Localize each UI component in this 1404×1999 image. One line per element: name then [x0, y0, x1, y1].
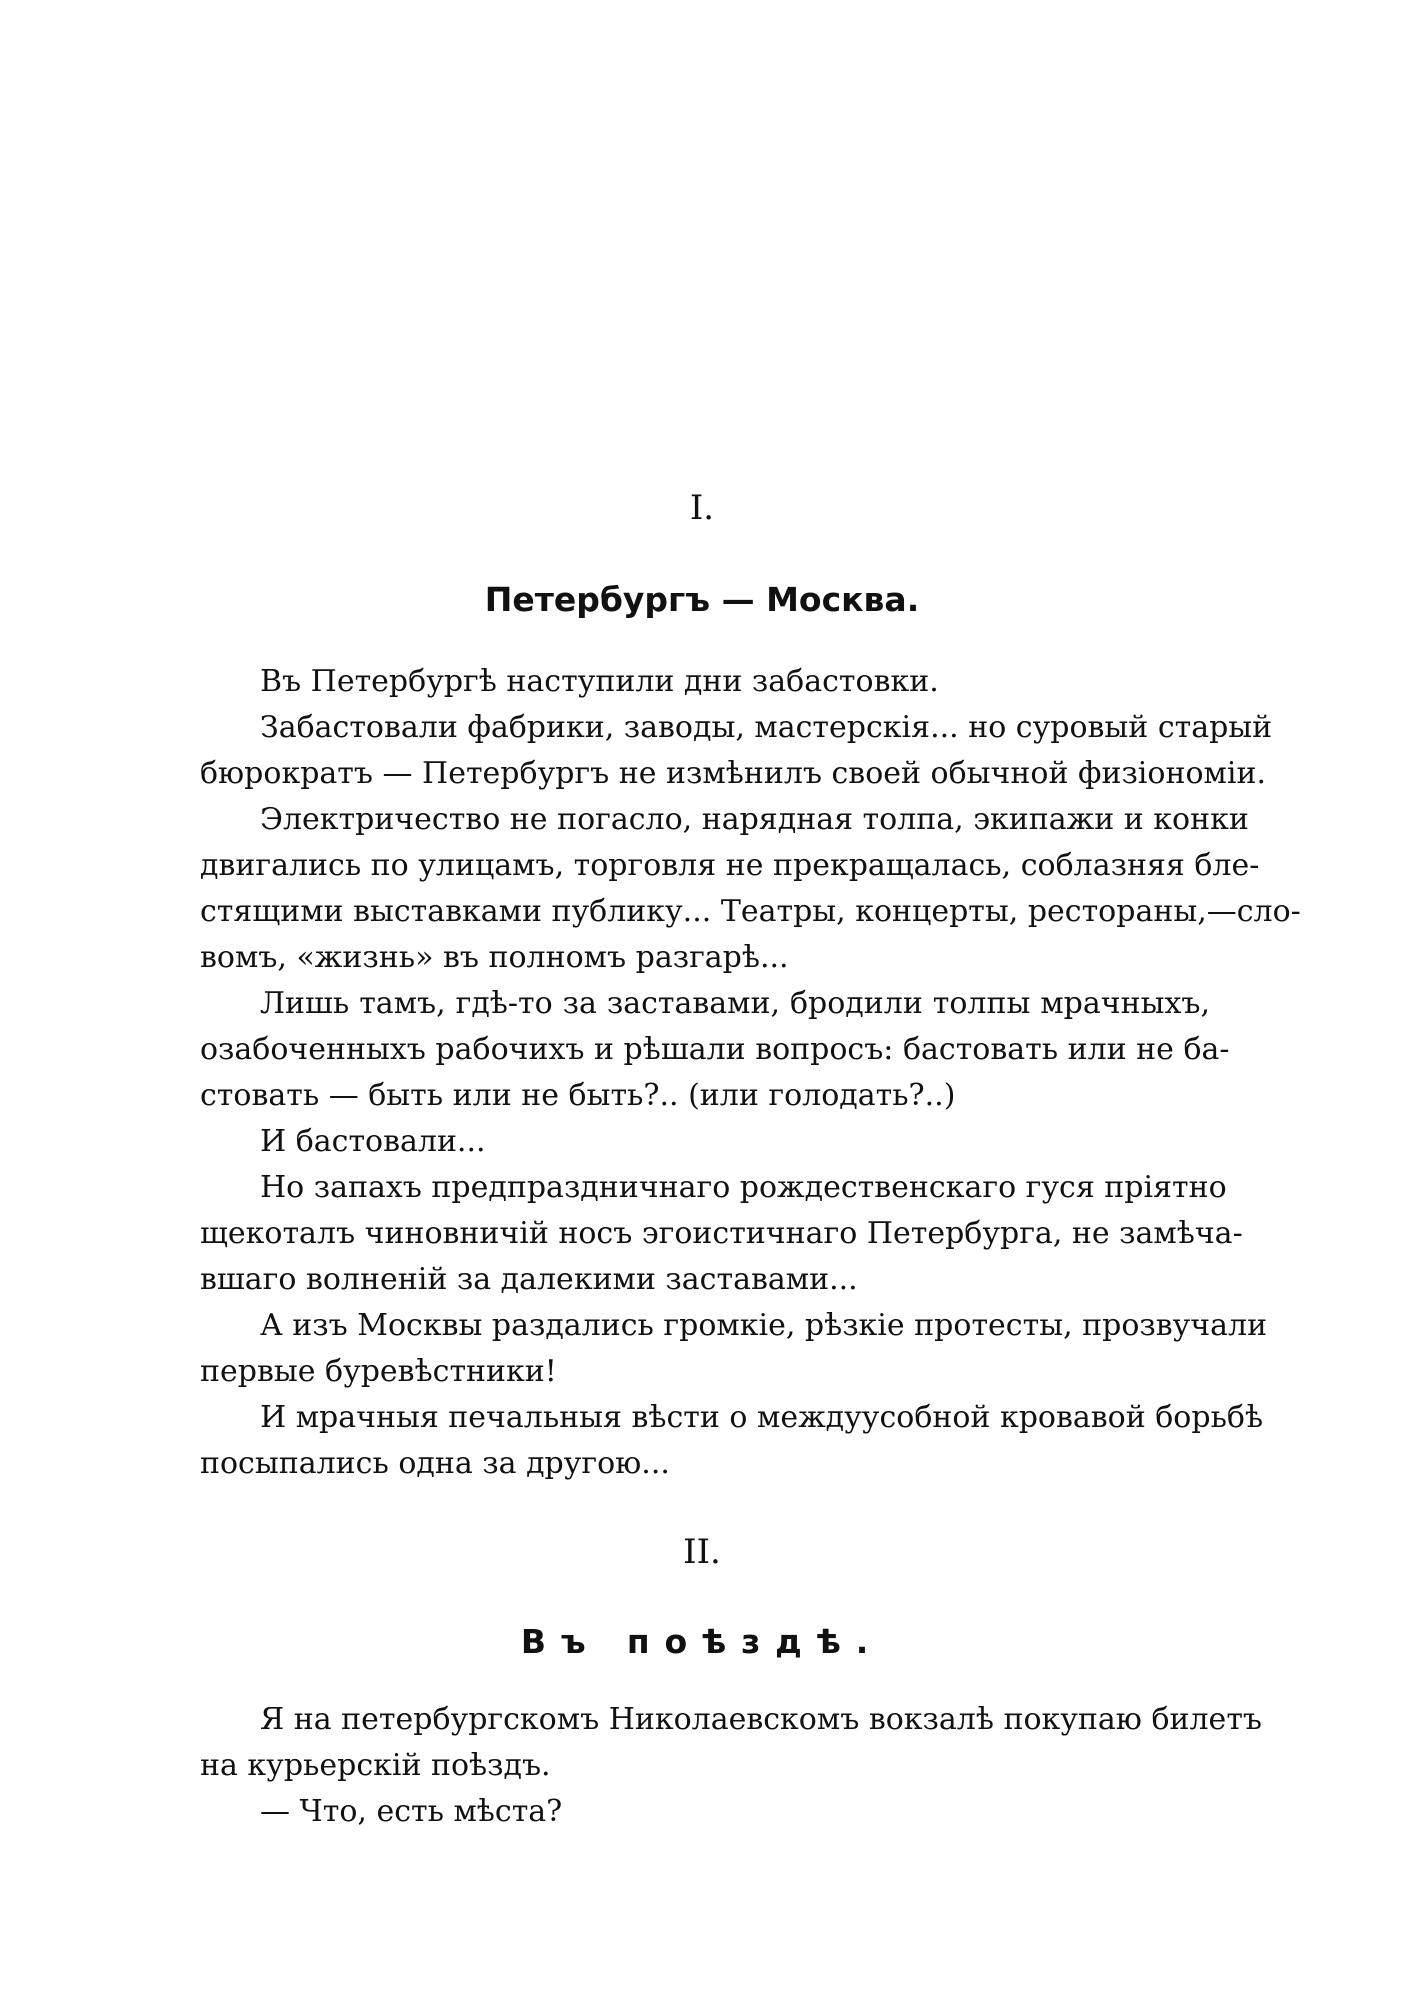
paragraph-line: А изъ Москвы раздались громкіе, рѣзкіе протесты, прозвучали [260, 1308, 1268, 1343]
paragraph-line: — Что, есть мѣста? [260, 1794, 563, 1829]
paragraph-line: Я на петербургскомъ Николаевскомъ вокзалѣ покупаю билетъ [260, 1702, 1262, 1737]
paragraph-line: посыпались одна за другою... [200, 1446, 670, 1481]
section-1-number: I. [689, 488, 715, 528]
paragraph-line: Забастовали фабрики, заводы, мастерскія... но суровый старый [260, 710, 1273, 745]
section-2-title: Въ поѣздѣ. [520, 1622, 884, 1661]
paragraph-line: стовать — быть или не быть?.. (или голодать?..) [200, 1078, 956, 1113]
paragraph-line: Но запахъ предпраздничнаго рождественскаго гуся пріятно [260, 1170, 1227, 1205]
paragraph-line: И мрачныя печальныя вѣсти о междуусобной кровавой борьбѣ [260, 1400, 1264, 1435]
paragraph-line: на курьерскій поѣздъ. [200, 1748, 551, 1783]
paragraph-line: вомъ, «жизнь» въ полномъ разгарѣ... [200, 940, 789, 975]
paragraph-line: озабоченныхъ рабочихъ и рѣшали вопросъ: бастовать или не ба- [200, 1032, 1230, 1067]
section-2-number: II. [683, 1532, 721, 1572]
paragraph-line: вшаго волненій за далекими заставами... [200, 1262, 858, 1297]
paragraph-line: Въ Петербургѣ наступили дни забастовки. [260, 664, 939, 699]
section-2-body [200, 1697, 1262, 1835]
paragraph-line: щекоталъ чиновничій носъ эгоистичнаго Петербурга, не замѣча- [200, 1216, 1243, 1251]
paragraph-line: бюрократъ — Петербургъ не измѣнилъ своей обычной физіономіи. [200, 756, 1266, 791]
paragraph-line: Электричество не погасло, нарядная толпа, экипажи и конки [260, 802, 1249, 837]
section-1-body [200, 659, 1301, 1487]
paragraph-line: первые буревѣстники! [200, 1354, 557, 1389]
paragraph-line: стящими выставками публику... Театры, концерты, рестораны,—сло- [200, 894, 1301, 929]
section-1-title: Петербургъ — Москва. [484, 580, 920, 619]
paragraph-line: двигались по улицамъ, торговля не прекращалась, соблазняя бле- [200, 848, 1260, 883]
paragraph-line: И бастовали... [260, 1124, 486, 1159]
paragraph-line: Лишь тамъ, гдѣ-то за заставами, бродили толпы мрачныхъ, [260, 986, 1210, 1021]
